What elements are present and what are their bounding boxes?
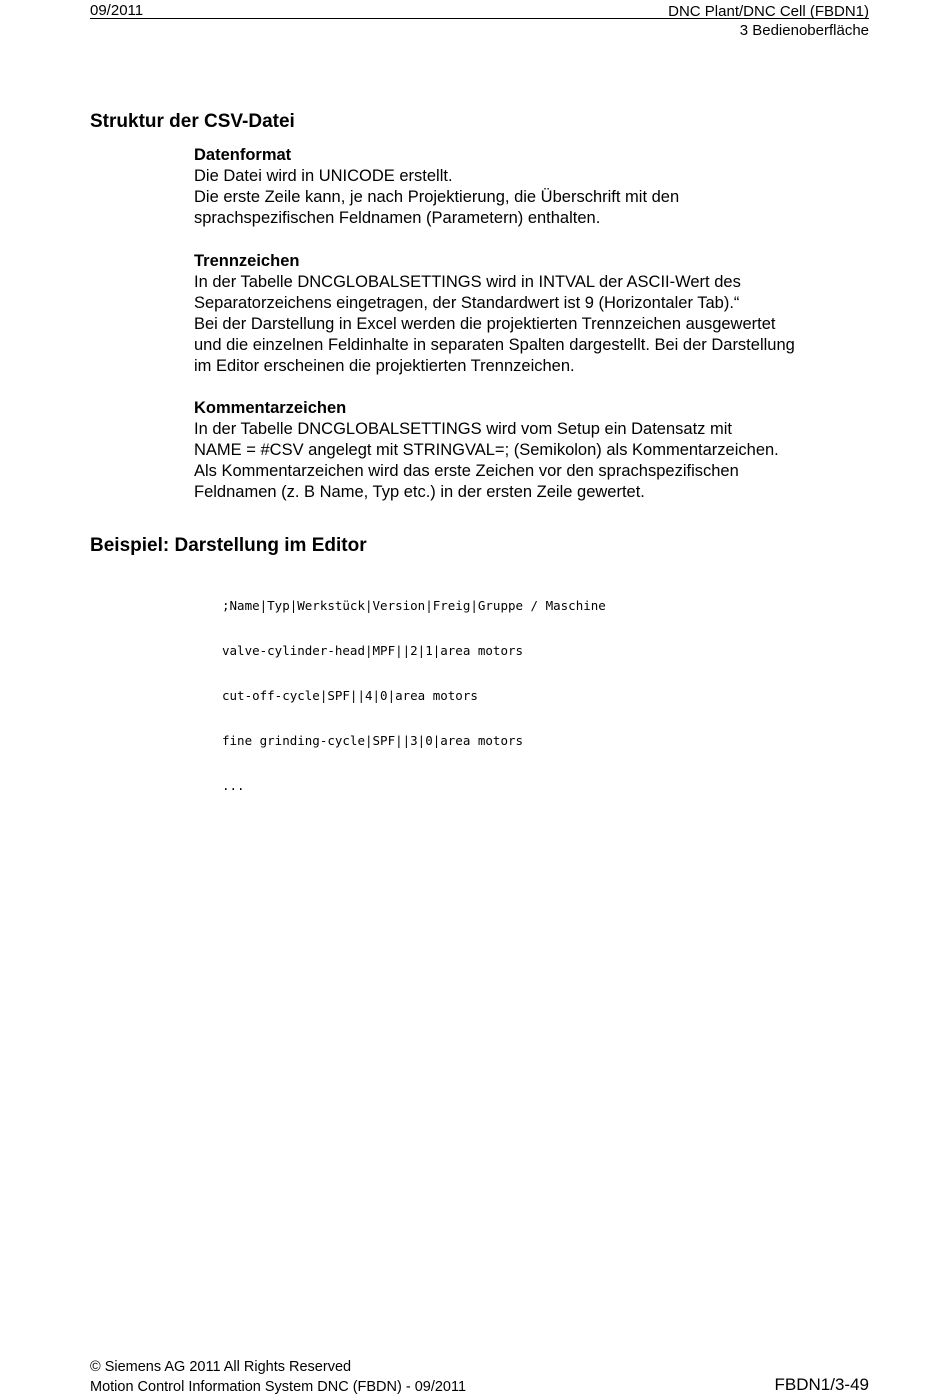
kommentarzeichen-line: Als Kommentarzeichen wird das erste Zeichen vor den sprachspezifischen	[194, 462, 739, 480]
trennzeichen-line: In der Tabelle DNCGLOBALSETTINGS wird in INTVAL der ASCII-Wert des	[194, 273, 741, 291]
footer-page-number: FBDN1/3-49	[774, 1375, 869, 1394]
footer-left	[90, 1357, 466, 1397]
header-product: DNC Plant/DNC Cell (FBDN1)	[668, 3, 869, 20]
trennzeichen-block	[194, 251, 874, 377]
kommentarzeichen-line: NAME = #CSV angelegt mit STRINGVAL=; (Semikolon) als Kommentarzeichen.	[194, 441, 779, 459]
footer-doc-title: Motion Control Information System DNC (FBDN) - 09/2011	[90, 1379, 467, 1395]
trennzeichen-line: und die einzelnen Feldinhalte in separaten Spalten dargestellt. Bei der Darstellung	[194, 336, 795, 354]
datenformat-line: Die erste Zeile kann, je nach Projektierung, die Überschrift mit den	[194, 188, 680, 206]
trennzeichen-line: Separatorzeichens eingetragen, der Standardwert ist 9 (Horizontaler Tab).“	[194, 294, 740, 312]
header-chapter: 3 Bedienoberfläche	[739, 22, 869, 39]
header-date: 09/2011	[90, 2, 144, 19]
section-title-csv-structure: Struktur der CSV-Datei	[90, 111, 295, 132]
trennzeichen-line: im Editor erscheinen die projektierten Trennzeichen.	[194, 357, 575, 375]
datenformat-line: Die Datei wird in UNICODE erstellt.	[194, 167, 453, 185]
kommentarzeichen-line: In der Tabelle DNCGLOBALSETTINGS wird vom Setup ein Datensatz mit	[194, 420, 732, 438]
header-rule	[90, 18, 869, 19]
datenformat-heading: Datenformat	[194, 146, 292, 164]
trennzeichen-line: Bei der Darstellung in Excel werden die projektierten Trennzeichen ausgewertet	[194, 315, 776, 333]
footer-copyright: © Siemens AG 2011 All Rights Reserved	[90, 1359, 352, 1375]
datenformat-line: sprachspezifischen Feldnamen (Parametern) enthalten.	[194, 209, 601, 227]
section-title-editor-example: Beispiel: Darstellung im Editor	[90, 535, 367, 556]
kommentarzeichen-heading: Kommentarzeichen	[194, 399, 347, 417]
code-line: fine grinding-cycle|SPF||3|0|area motors	[222, 733, 524, 748]
header-right	[668, 2, 869, 40]
datenformat-block	[194, 145, 874, 229]
code-line: valve-cylinder-head|MPF||2|1|area motors	[222, 643, 524, 658]
trennzeichen-heading: Trennzeichen	[194, 252, 300, 270]
kommentarzeichen-line: Feldnamen (z. B Name, Typ etc.) in der ersten Zeile gewertet.	[194, 483, 645, 501]
code-example	[222, 568, 606, 808]
kommentarzeichen-block	[194, 398, 874, 503]
code-line: ...	[222, 778, 245, 793]
code-line: cut-off-cycle|SPF||4|0|area motors	[222, 688, 478, 703]
code-line: ;Name|Typ|Werkstück|Version|Freig|Gruppe / Maschine	[222, 598, 606, 613]
